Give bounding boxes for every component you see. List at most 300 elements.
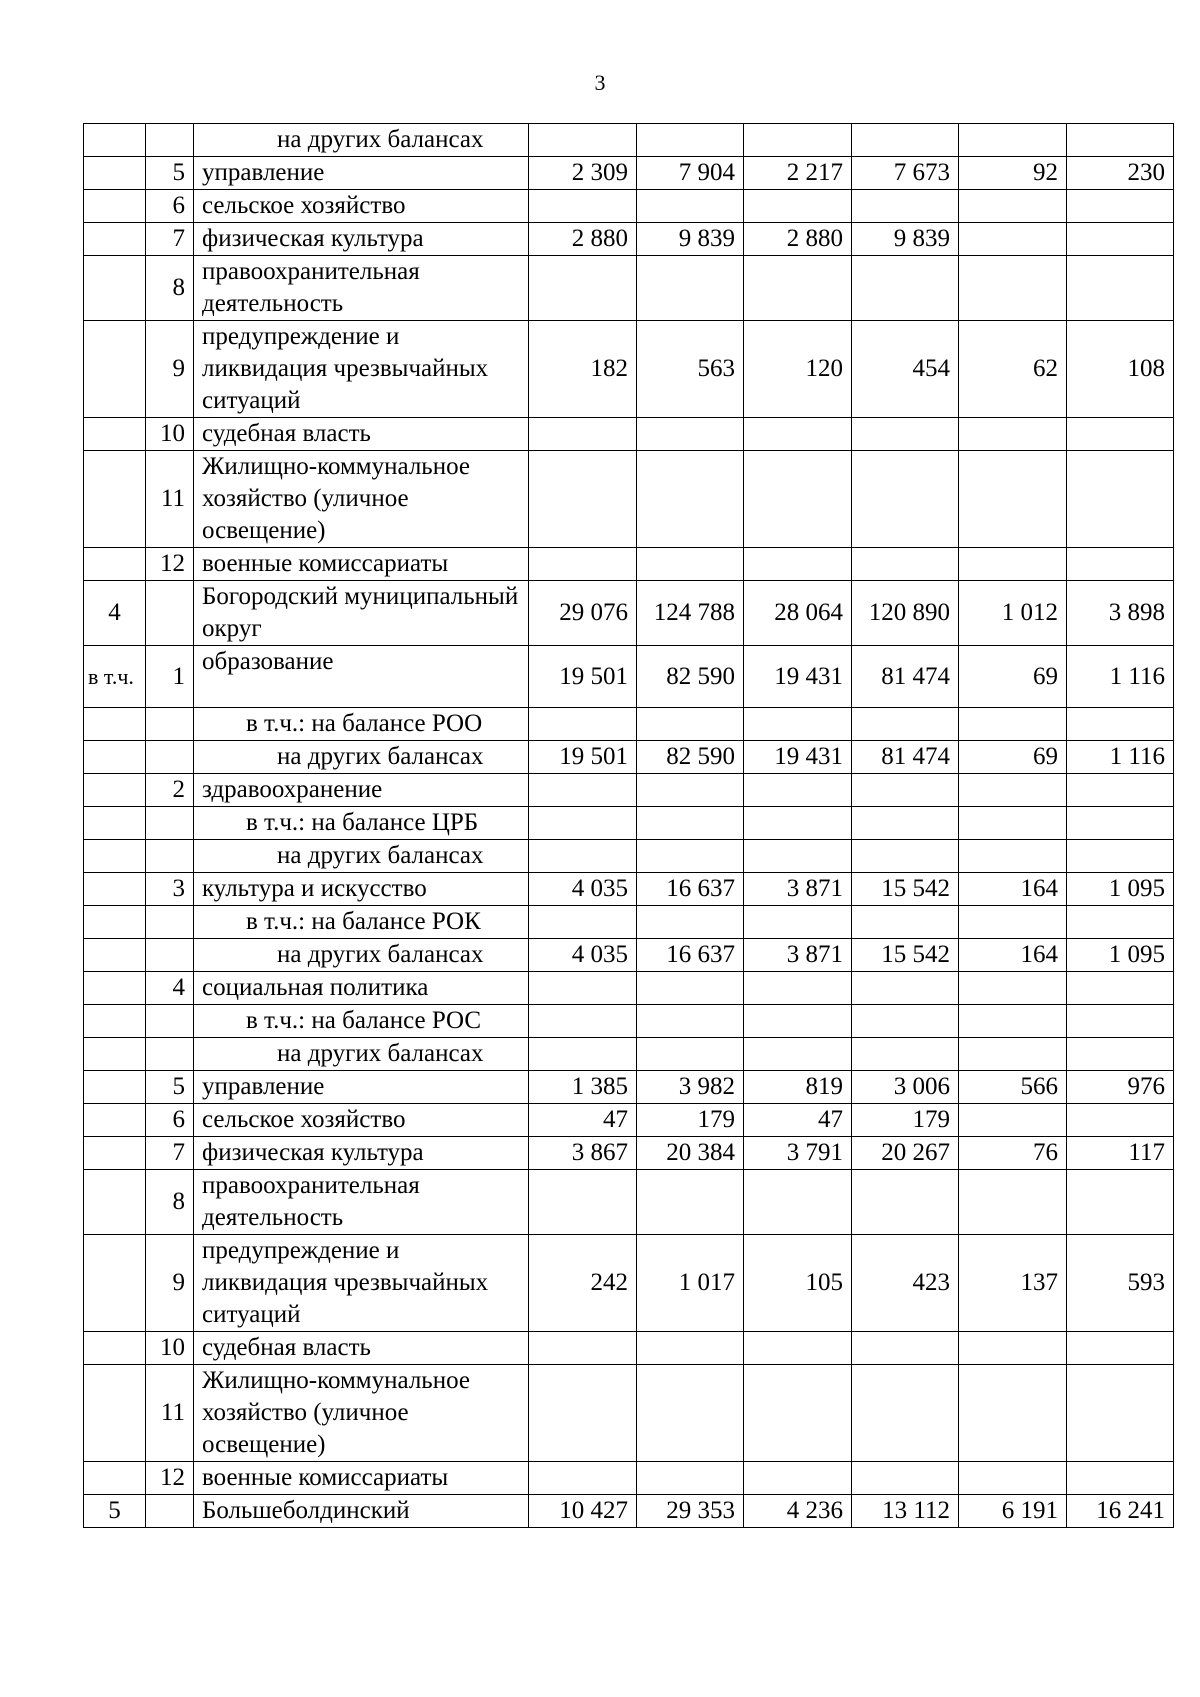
- value-cell: [744, 418, 852, 451]
- value-cell: [852, 1005, 959, 1038]
- region-number-cell: [84, 548, 146, 581]
- region-number-cell: [84, 1170, 146, 1235]
- value-cell: 20 267: [852, 1137, 959, 1170]
- region-number-cell: [84, 1137, 146, 1170]
- item-number-cell: [146, 906, 194, 939]
- table-row: [84, 1170, 1174, 1235]
- value-cell: 82 590: [637, 646, 744, 708]
- value-cell: 137: [959, 1235, 1067, 1332]
- value-cell: [637, 972, 744, 1005]
- item-number-cell: [146, 807, 194, 840]
- value-cell: [637, 418, 744, 451]
- page-number: 3: [594, 70, 606, 95]
- value-cell: [852, 906, 959, 939]
- value-cell: 29 076: [529, 581, 637, 646]
- region-number-cell: [84, 708, 146, 741]
- category-name-cell: предупреждение и ликвидация чрезвычайных ситуаций: [194, 1235, 529, 1332]
- table-row: [84, 807, 1174, 840]
- value-cell: 1 385: [529, 1071, 637, 1104]
- category-name-cell: на других балансах: [194, 741, 529, 774]
- value-cell: 164: [959, 873, 1067, 906]
- value-cell: 69: [959, 741, 1067, 774]
- category-name-cell: в т.ч.: на балансе РОК: [194, 906, 529, 939]
- item-number-cell: 4: [146, 972, 194, 1005]
- value-cell: [1067, 906, 1174, 939]
- value-cell: [529, 1005, 637, 1038]
- category-name-cell: физическая культура: [194, 223, 529, 256]
- value-cell: [1067, 807, 1174, 840]
- value-cell: 3 867: [529, 1137, 637, 1170]
- value-cell: [1067, 840, 1174, 873]
- category-name-cell: Жилищно-коммунальное хозяйство (уличное освещение): [194, 1365, 529, 1462]
- table-row: [84, 1137, 1174, 1170]
- value-cell: [637, 1170, 744, 1235]
- value-cell: 92: [959, 157, 1067, 190]
- value-cell: [529, 1332, 637, 1365]
- value-cell: 29 353: [637, 1495, 744, 1528]
- value-cell: 19 431: [744, 741, 852, 774]
- value-cell: [1067, 124, 1174, 157]
- value-cell: [744, 1170, 852, 1235]
- category-name-cell: на других балансах: [194, 1038, 529, 1071]
- value-cell: [852, 451, 959, 548]
- value-cell: [959, 418, 1067, 451]
- item-number-cell: 1: [146, 646, 194, 708]
- value-cell: 593: [1067, 1235, 1174, 1332]
- value-cell: [1067, 223, 1174, 256]
- table-row: [84, 256, 1174, 321]
- value-cell: [744, 840, 852, 873]
- value-cell: [1067, 451, 1174, 548]
- value-cell: [959, 1170, 1067, 1235]
- value-cell: [1067, 708, 1174, 741]
- value-cell: 3 982: [637, 1071, 744, 1104]
- item-number-cell: 2: [146, 774, 194, 807]
- value-cell: 81 474: [852, 646, 959, 708]
- category-name-cell: на других балансах: [194, 840, 529, 873]
- item-number-cell: 11: [146, 1365, 194, 1462]
- value-cell: [529, 451, 637, 548]
- region-number-cell: [84, 223, 146, 256]
- value-cell: 4 236: [744, 1495, 852, 1528]
- table-row: [84, 906, 1174, 939]
- table-row: [84, 1071, 1174, 1104]
- value-cell: 19 431: [744, 646, 852, 708]
- value-cell: [529, 807, 637, 840]
- region-number-cell: [84, 1365, 146, 1462]
- value-cell: [637, 1365, 744, 1462]
- table-row: [84, 873, 1174, 906]
- value-cell: [744, 774, 852, 807]
- value-cell: 82 590: [637, 741, 744, 774]
- category-name-cell: культура и искусство: [194, 873, 529, 906]
- value-cell: [744, 1462, 852, 1495]
- category-name-cell: в т.ч.: на балансе ЦРБ: [194, 807, 529, 840]
- value-cell: 1 012: [959, 581, 1067, 646]
- table-row: [84, 1104, 1174, 1137]
- category-name-cell: здравоохранение: [194, 774, 529, 807]
- item-number-cell: [146, 1038, 194, 1071]
- item-number-cell: 6: [146, 1104, 194, 1137]
- region-number-cell: [84, 256, 146, 321]
- value-cell: [852, 1365, 959, 1462]
- region-number-cell: [84, 1038, 146, 1071]
- value-cell: 7 904: [637, 157, 744, 190]
- value-cell: [1067, 1005, 1174, 1038]
- value-cell: [959, 1332, 1067, 1365]
- value-cell: [529, 1038, 637, 1071]
- category-name-cell: Богородский муниципальный округ: [194, 581, 529, 646]
- value-cell: 3 898: [1067, 581, 1174, 646]
- value-cell: [744, 451, 852, 548]
- region-number-cell: [84, 1104, 146, 1137]
- value-cell: [744, 906, 852, 939]
- value-cell: 4 035: [529, 939, 637, 972]
- region-number-cell: в т.ч.: [84, 646, 146, 708]
- value-cell: [637, 1038, 744, 1071]
- category-name-cell: Большеболдинский: [194, 1495, 529, 1528]
- category-name-cell: сельское хозяйство: [194, 1104, 529, 1137]
- value-cell: 3 791: [744, 1137, 852, 1170]
- value-cell: [637, 1462, 744, 1495]
- value-cell: 179: [852, 1104, 959, 1137]
- category-name-cell: сельское хозяйство: [194, 190, 529, 223]
- value-cell: [637, 708, 744, 741]
- value-cell: [637, 548, 744, 581]
- value-cell: [959, 190, 1067, 223]
- category-name-cell: на других балансах: [194, 124, 529, 157]
- item-number-cell: [146, 124, 194, 157]
- table-row: [84, 321, 1174, 418]
- item-number-cell: [146, 1005, 194, 1038]
- region-number-cell: [84, 906, 146, 939]
- value-cell: [852, 548, 959, 581]
- region-number-cell: [84, 1332, 146, 1365]
- value-cell: 19 501: [529, 646, 637, 708]
- value-cell: [1067, 972, 1174, 1005]
- value-cell: 15 542: [852, 873, 959, 906]
- value-cell: 19 501: [529, 741, 637, 774]
- item-number-cell: [146, 840, 194, 873]
- value-cell: [1067, 774, 1174, 807]
- table-row: [84, 972, 1174, 1005]
- table-row: [84, 1005, 1174, 1038]
- table-row: [84, 1332, 1174, 1365]
- value-cell: [852, 256, 959, 321]
- value-cell: [744, 807, 852, 840]
- region-number-cell: [84, 1462, 146, 1495]
- item-number-cell: 7: [146, 1137, 194, 1170]
- item-number-cell: 5: [146, 1071, 194, 1104]
- item-number-cell: 9: [146, 321, 194, 418]
- table-row: [84, 741, 1174, 774]
- item-number-cell: [146, 1495, 194, 1528]
- value-cell: 179: [637, 1104, 744, 1137]
- value-cell: [959, 906, 1067, 939]
- value-cell: 230: [1067, 157, 1174, 190]
- value-cell: 1 095: [1067, 939, 1174, 972]
- value-cell: [852, 1332, 959, 1365]
- value-cell: [959, 708, 1067, 741]
- value-cell: [959, 451, 1067, 548]
- item-number-cell: 8: [146, 1170, 194, 1235]
- table-row: [84, 190, 1174, 223]
- category-name-cell: Жилищно-коммунальное хозяйство (уличное освещение): [194, 451, 529, 548]
- value-cell: [852, 418, 959, 451]
- value-cell: 13 112: [852, 1495, 959, 1528]
- item-number-cell: 5: [146, 157, 194, 190]
- category-name-cell: судебная власть: [194, 418, 529, 451]
- region-number-cell: [84, 1071, 146, 1104]
- value-cell: [529, 906, 637, 939]
- value-cell: [529, 418, 637, 451]
- value-cell: 47: [529, 1104, 637, 1137]
- category-name-cell: судебная власть: [194, 1332, 529, 1365]
- value-cell: 2 880: [529, 223, 637, 256]
- value-cell: [852, 1170, 959, 1235]
- table-row: [84, 581, 1174, 646]
- category-name-cell: в т.ч.: на балансе РОС: [194, 1005, 529, 1038]
- value-cell: [744, 1038, 852, 1071]
- value-cell: 1 116: [1067, 646, 1174, 708]
- value-cell: [852, 190, 959, 223]
- item-number-cell: 11: [146, 451, 194, 548]
- value-cell: [1067, 548, 1174, 581]
- value-cell: [637, 1005, 744, 1038]
- table-row: [84, 646, 1174, 708]
- category-name-cell: правоохранительная деятельность: [194, 256, 529, 321]
- value-cell: 164: [959, 939, 1067, 972]
- region-number-cell: [84, 321, 146, 418]
- value-cell: [744, 1365, 852, 1462]
- item-number-cell: 12: [146, 1462, 194, 1495]
- value-cell: 10 427: [529, 1495, 637, 1528]
- value-cell: [1067, 1170, 1174, 1235]
- item-number-cell: 7: [146, 223, 194, 256]
- table-row: [84, 157, 1174, 190]
- value-cell: 1 095: [1067, 873, 1174, 906]
- value-cell: [529, 774, 637, 807]
- budget-table: [83, 123, 1174, 1528]
- region-number-cell: [84, 1005, 146, 1038]
- value-cell: [529, 124, 637, 157]
- value-cell: 47: [744, 1104, 852, 1137]
- region-number-cell: [84, 1235, 146, 1332]
- value-cell: [1067, 1104, 1174, 1137]
- region-number-cell: [84, 972, 146, 1005]
- value-cell: 16 637: [637, 939, 744, 972]
- value-cell: [852, 1462, 959, 1495]
- value-cell: [744, 1005, 852, 1038]
- table-row: [84, 1038, 1174, 1071]
- value-cell: [959, 807, 1067, 840]
- value-cell: [959, 972, 1067, 1005]
- region-number-cell: [84, 774, 146, 807]
- value-cell: 76: [959, 1137, 1067, 1170]
- region-number-cell: [84, 451, 146, 548]
- value-cell: 423: [852, 1235, 959, 1332]
- value-cell: [529, 972, 637, 1005]
- value-cell: [959, 256, 1067, 321]
- item-number-cell: 9: [146, 1235, 194, 1332]
- value-cell: [529, 190, 637, 223]
- value-cell: 2 880: [744, 223, 852, 256]
- item-number-cell: [146, 581, 194, 646]
- table-row: [84, 1365, 1174, 1462]
- value-cell: [637, 190, 744, 223]
- region-number-cell: [84, 873, 146, 906]
- value-cell: 566: [959, 1071, 1067, 1104]
- region-number-cell: 4: [84, 581, 146, 646]
- value-cell: [852, 1038, 959, 1071]
- value-cell: [529, 548, 637, 581]
- value-cell: [529, 1462, 637, 1495]
- value-cell: [744, 124, 852, 157]
- table-row: [84, 939, 1174, 972]
- value-cell: [852, 124, 959, 157]
- value-cell: [959, 548, 1067, 581]
- value-cell: 4 035: [529, 873, 637, 906]
- value-cell: 3 871: [744, 939, 852, 972]
- item-number-cell: [146, 939, 194, 972]
- value-cell: [744, 972, 852, 1005]
- value-cell: [529, 708, 637, 741]
- table-row: [84, 223, 1174, 256]
- value-cell: [1067, 1332, 1174, 1365]
- item-number-cell: 10: [146, 1332, 194, 1365]
- value-cell: 120: [744, 321, 852, 418]
- category-name-cell: военные комиссариаты: [194, 1462, 529, 1495]
- value-cell: [637, 124, 744, 157]
- value-cell: [529, 1170, 637, 1235]
- value-cell: [852, 840, 959, 873]
- value-cell: 28 064: [744, 581, 852, 646]
- value-cell: 9 839: [637, 223, 744, 256]
- value-cell: [637, 774, 744, 807]
- value-cell: [637, 807, 744, 840]
- category-name-cell: в т.ч.: на балансе РОО: [194, 708, 529, 741]
- value-cell: [959, 774, 1067, 807]
- region-number-cell: [84, 741, 146, 774]
- item-number-cell: [146, 708, 194, 741]
- value-cell: [852, 774, 959, 807]
- value-cell: [744, 708, 852, 741]
- value-cell: [637, 451, 744, 548]
- value-cell: 16 241: [1067, 1495, 1174, 1528]
- value-cell: 819: [744, 1071, 852, 1104]
- value-cell: 976: [1067, 1071, 1174, 1104]
- category-name-cell: управление: [194, 157, 529, 190]
- value-cell: 2 217: [744, 157, 852, 190]
- category-name-cell: социальная политика: [194, 972, 529, 1005]
- value-cell: [637, 840, 744, 873]
- table-row: [84, 418, 1174, 451]
- item-number-cell: 8: [146, 256, 194, 321]
- region-number-cell: [84, 190, 146, 223]
- value-cell: [1067, 190, 1174, 223]
- category-name-cell: правоохранительная деятельность: [194, 1170, 529, 1235]
- value-cell: [959, 124, 1067, 157]
- region-number-cell: [84, 124, 146, 157]
- value-cell: 3 006: [852, 1071, 959, 1104]
- value-cell: [1067, 1365, 1174, 1462]
- value-cell: 6 191: [959, 1495, 1067, 1528]
- value-cell: [959, 1038, 1067, 1071]
- category-name-cell: управление: [194, 1071, 529, 1104]
- value-cell: 124 788: [637, 581, 744, 646]
- value-cell: [744, 256, 852, 321]
- value-cell: 20 384: [637, 1137, 744, 1170]
- category-name-cell: образование: [194, 646, 529, 708]
- table-row: [84, 840, 1174, 873]
- value-cell: [1067, 1038, 1174, 1071]
- region-number-cell: [84, 807, 146, 840]
- category-name-cell: физическая культура: [194, 1137, 529, 1170]
- value-cell: [744, 548, 852, 581]
- table-row: [84, 1495, 1174, 1528]
- value-cell: [959, 1365, 1067, 1462]
- value-cell: [1067, 256, 1174, 321]
- value-cell: 15 542: [852, 939, 959, 972]
- value-cell: [852, 972, 959, 1005]
- table-row: [84, 1462, 1174, 1495]
- value-cell: 242: [529, 1235, 637, 1332]
- table-row: [84, 548, 1174, 581]
- value-cell: 120 890: [852, 581, 959, 646]
- category-name-cell: на других балансах: [194, 939, 529, 972]
- value-cell: 81 474: [852, 741, 959, 774]
- region-number-cell: [84, 418, 146, 451]
- value-cell: [959, 840, 1067, 873]
- item-number-cell: [146, 741, 194, 774]
- value-cell: [852, 708, 959, 741]
- value-cell: [852, 807, 959, 840]
- value-cell: 182: [529, 321, 637, 418]
- value-cell: 7 673: [852, 157, 959, 190]
- value-cell: [637, 906, 744, 939]
- value-cell: [959, 1104, 1067, 1137]
- value-cell: [529, 256, 637, 321]
- region-number-cell: [84, 939, 146, 972]
- value-cell: 108: [1067, 321, 1174, 418]
- region-number-cell: 5: [84, 1495, 146, 1528]
- value-cell: 69: [959, 646, 1067, 708]
- value-cell: 117: [1067, 1137, 1174, 1170]
- value-cell: 563: [637, 321, 744, 418]
- value-cell: [744, 190, 852, 223]
- region-number-cell: [84, 157, 146, 190]
- value-cell: 3 871: [744, 873, 852, 906]
- value-cell: 454: [852, 321, 959, 418]
- value-cell: [1067, 1462, 1174, 1495]
- value-cell: [529, 1365, 637, 1462]
- value-cell: [744, 1332, 852, 1365]
- table-row: [84, 1235, 1174, 1332]
- value-cell: [637, 256, 744, 321]
- table-row: [84, 124, 1174, 157]
- item-number-cell: 6: [146, 190, 194, 223]
- table-row: [84, 451, 1174, 548]
- value-cell: [959, 1462, 1067, 1495]
- item-number-cell: 3: [146, 873, 194, 906]
- value-cell: 2 309: [529, 157, 637, 190]
- category-name-cell: военные комиссариаты: [194, 548, 529, 581]
- value-cell: 16 637: [637, 873, 744, 906]
- item-number-cell: 10: [146, 418, 194, 451]
- value-cell: [529, 840, 637, 873]
- value-cell: [959, 1005, 1067, 1038]
- category-name-cell: предупреждение и ликвидация чрезвычайных ситуаций: [194, 321, 529, 418]
